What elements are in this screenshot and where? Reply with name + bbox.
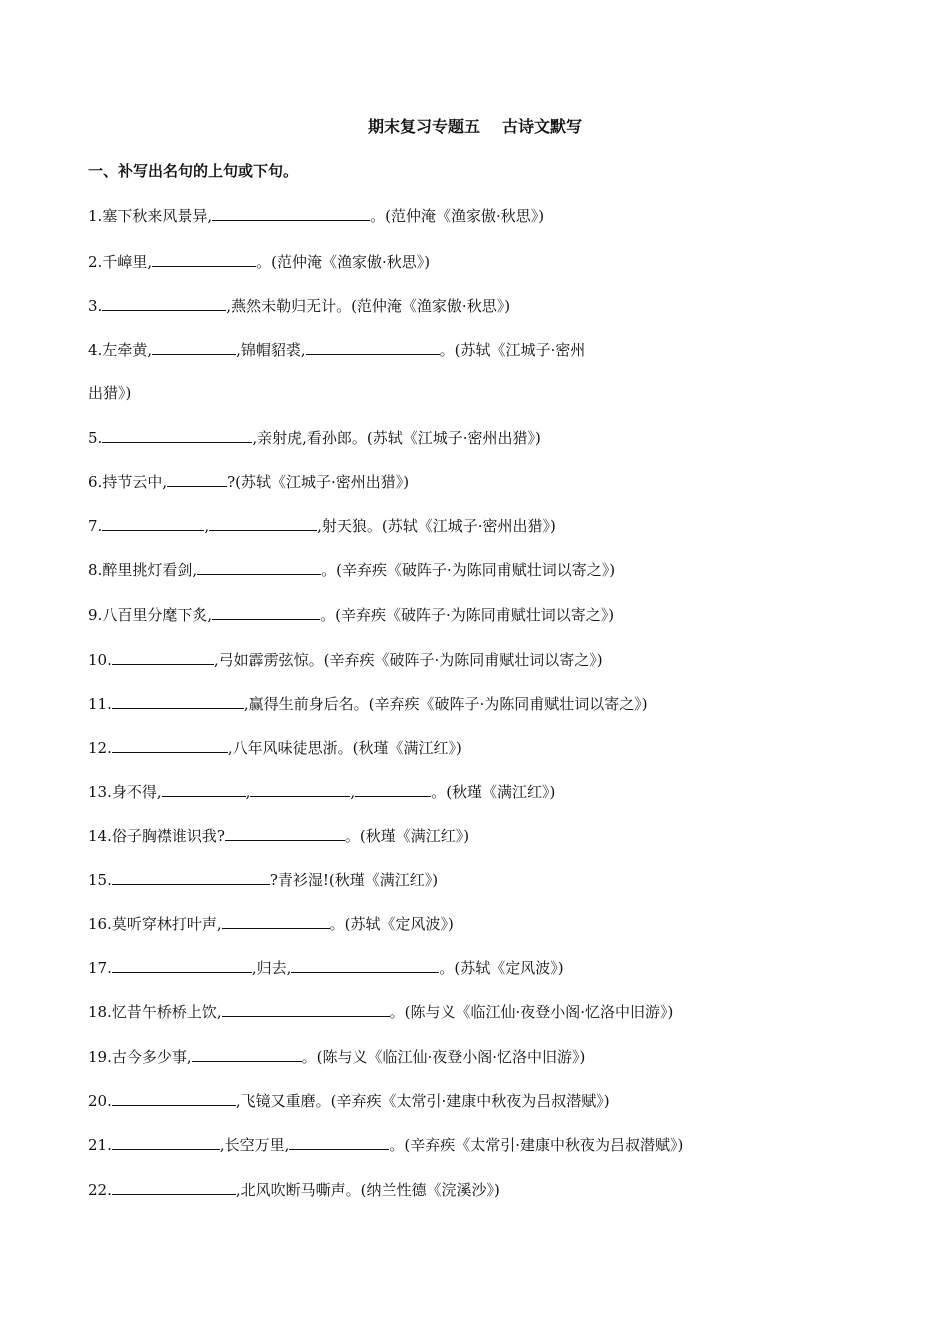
question-text: 忆昔午桥桥上饮, xyxy=(111,1003,222,1021)
answer-blank[interactable] xyxy=(112,1089,236,1106)
answer-blank[interactable] xyxy=(209,514,317,531)
question-number: 7. xyxy=(88,517,103,535)
question-text: 古今多少事, xyxy=(111,1048,192,1066)
question-number: 11. xyxy=(88,695,112,713)
answer-blank[interactable] xyxy=(291,956,439,973)
question-7 xyxy=(88,514,556,537)
answer-blank[interactable] xyxy=(112,648,214,665)
question-number: 21. xyxy=(88,1136,112,1154)
answer-blank[interactable] xyxy=(192,1045,302,1062)
question-text: 。(范仲淹《渔家傲·秋思》) xyxy=(256,253,431,271)
question-text: ?青衫湿!(秋瑾《满江红》) xyxy=(269,871,439,889)
question-text: 。(范仲淹《渔家傲·秋思》) xyxy=(370,207,545,225)
question-number: 20. xyxy=(88,1092,112,1110)
question-text: ,八年风味徒思浙。(秋瑾《满江红》) xyxy=(227,739,462,757)
question-text: 。(辛弃疾《破阵子·为陈同甫赋壮词以寄之》) xyxy=(320,606,615,624)
question-number: 4. xyxy=(88,341,103,359)
question-21 xyxy=(88,1133,683,1156)
answer-blank[interactable] xyxy=(222,1000,390,1017)
answer-blank[interactable] xyxy=(112,736,228,753)
question-16 xyxy=(88,912,454,935)
question-text: ,燕然未勒归无计。(范仲淹《渔家傲·秋思》) xyxy=(226,297,511,315)
question-text: 莫听穿林打叶声, xyxy=(111,915,222,933)
question-number: 2. xyxy=(88,253,103,271)
question-text: , xyxy=(204,517,210,535)
question-number: 18. xyxy=(88,1003,112,1021)
question-number: 14. xyxy=(88,827,112,845)
title-part-1: 期末复习专题五 xyxy=(367,117,480,136)
answer-blank[interactable] xyxy=(250,780,350,797)
question-text: ,射天狼。(苏轼《江城子·密州出猎》) xyxy=(317,517,556,535)
answer-blank[interactable] xyxy=(162,780,246,797)
question-text: ,北风吹断马嘶声。(纳兰性德《浣溪沙》) xyxy=(235,1181,500,1199)
answer-blank[interactable] xyxy=(225,824,345,841)
question-3 xyxy=(88,294,510,317)
question-number: 6. xyxy=(88,473,103,491)
question-10 xyxy=(88,648,603,671)
question-text: 。(辛弃疾《太常引·建康中秋夜为吕叔潜赋》) xyxy=(389,1136,684,1154)
answer-blank[interactable] xyxy=(152,250,256,267)
question-text: 塞下秋来风景异, xyxy=(102,207,213,225)
answer-blank[interactable] xyxy=(212,204,370,221)
answer-blank[interactable] xyxy=(222,912,330,929)
question-text: 。(陈与义《临江仙·夜登小阁·忆洛中旧游》) xyxy=(301,1048,586,1066)
question-text: ,飞镜又重磨。(辛弃疾《太常引·建康中秋夜为吕叔潜赋》) xyxy=(235,1092,610,1110)
question-12 xyxy=(88,736,462,759)
question-text: 千嶂里, xyxy=(102,253,153,271)
answer-blank[interactable] xyxy=(112,868,270,885)
answer-blank[interactable] xyxy=(289,1133,389,1150)
question-text: 。(秋瑾《满江红》) xyxy=(431,783,556,801)
section-heading: 一、补写出名句的上句或下句。 xyxy=(88,162,299,180)
question-text: 左牵黄, xyxy=(102,341,153,359)
question-11 xyxy=(88,692,648,715)
answer-blank[interactable] xyxy=(102,294,226,311)
question-6 xyxy=(88,470,409,493)
question-text: 。(苏轼《定风波》) xyxy=(329,915,454,933)
answer-blank[interactable] xyxy=(102,426,252,443)
answer-blank[interactable] xyxy=(112,1178,236,1195)
question-text: 八百里分麾下炙, xyxy=(102,606,213,624)
question-text: ,锦帽貂裘, xyxy=(236,341,306,359)
question-13 xyxy=(88,780,555,803)
answer-blank[interactable] xyxy=(152,338,236,355)
question-8 xyxy=(88,558,615,581)
question-20 xyxy=(88,1089,610,1112)
question-text: 。(辛弃疾《破阵子·为陈同甫赋壮词以寄之》) xyxy=(321,561,616,579)
question-text: 身不得, xyxy=(111,783,162,801)
answer-blank[interactable] xyxy=(355,780,431,797)
answer-blank[interactable] xyxy=(112,956,252,973)
question-number: 15. xyxy=(88,871,112,889)
question-number: 10. xyxy=(88,651,112,669)
question-4 xyxy=(88,338,585,361)
question-text: ?(苏轼《江城子·密州出猎》) xyxy=(227,473,410,491)
question-text: ,亲射虎,看孙郎。(苏轼《江城子·密州出猎》) xyxy=(252,429,541,447)
question-text: 。(苏轼《江城子·密州 xyxy=(439,341,586,359)
question-9 xyxy=(88,603,614,626)
question-number: 8. xyxy=(88,561,103,579)
question-text: ,归去, xyxy=(251,959,292,977)
question-2 xyxy=(88,250,430,273)
question-17 xyxy=(88,956,564,979)
question-4-continuation: 出猎》) xyxy=(88,384,132,402)
question-text: ,长空万里, xyxy=(219,1136,290,1154)
answer-blank[interactable] xyxy=(197,558,321,575)
answer-blank[interactable] xyxy=(167,470,227,487)
question-number: 19. xyxy=(88,1048,112,1066)
question-22 xyxy=(88,1178,500,1201)
question-19 xyxy=(88,1045,585,1068)
question-number: 22. xyxy=(88,1181,112,1199)
answer-blank[interactable] xyxy=(212,603,320,620)
question-text: 俗子胸襟谁识我? xyxy=(111,827,225,845)
answer-blank[interactable] xyxy=(112,692,244,709)
question-text: ,弓如霹雳弦惊。(辛弃疾《破阵子·为陈同甫赋壮词以寄之》) xyxy=(213,651,603,669)
answer-blank[interactable] xyxy=(102,514,204,531)
question-text: 。(陈与义《临江仙·夜登小阁·忆洛中旧游》) xyxy=(389,1003,674,1021)
question-5 xyxy=(88,426,541,449)
title-part-2: 古诗文默写 xyxy=(502,117,583,136)
question-text: 持节云中, xyxy=(102,473,168,491)
question-number: 9. xyxy=(88,606,103,624)
question-1 xyxy=(88,204,544,227)
question-number: 17. xyxy=(88,959,112,977)
question-number: 13. xyxy=(88,783,112,801)
page-title xyxy=(0,116,950,138)
question-number: 1. xyxy=(88,207,103,225)
answer-blank[interactable] xyxy=(112,1133,220,1150)
question-number: 16. xyxy=(88,915,112,933)
question-number: 12. xyxy=(88,739,112,757)
question-14 xyxy=(88,824,469,847)
question-number: 3. xyxy=(88,297,103,315)
question-text: 。(苏轼《定风波》) xyxy=(439,959,564,977)
question-text: , xyxy=(245,783,251,801)
question-text: 。(秋瑾《满江红》) xyxy=(344,827,470,845)
question-number: 5. xyxy=(88,429,103,447)
question-18 xyxy=(88,1000,673,1023)
question-text: 醉里挑灯看剑, xyxy=(102,561,198,579)
question-15 xyxy=(88,868,438,891)
question-text: , xyxy=(350,783,356,801)
answer-blank[interactable] xyxy=(306,338,440,355)
question-text: ,赢得生前身后名。(辛弃疾《破阵子·为陈同甫赋壮词以寄之》) xyxy=(243,695,648,713)
